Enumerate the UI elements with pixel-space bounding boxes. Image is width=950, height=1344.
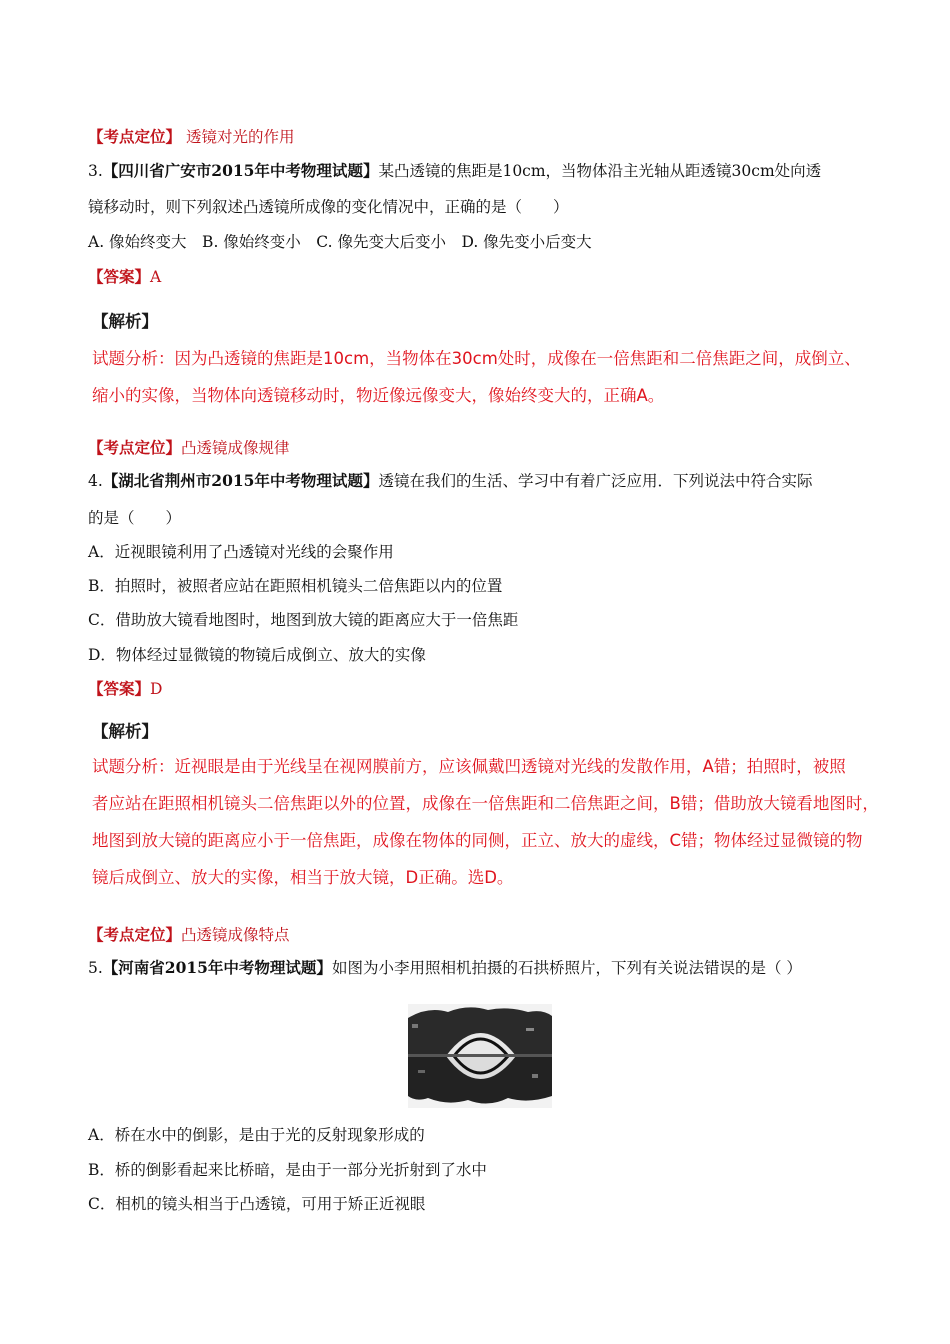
knowledge-point-text: 透镜对光的作用: [185, 128, 295, 146]
analysis-line: 试题分析：因为凸透镜的焦距是10cm，当物体在30cm处时，成像在一倍焦距和二倍焦距之间，成倒立、: [92, 349, 861, 368]
question-stem: 如图为小李用照相机拍摄的石拱桥照片，下列有关说法错误的是（ ）: [331, 959, 802, 977]
analysis-line: 镜后成倒立、放大的实像，相当于放大镜，D正确。选D。: [92, 868, 514, 887]
answer-value: A: [150, 268, 162, 286]
q3-knowledge-point: [88, 437, 290, 459]
question-number: 3.: [88, 162, 103, 180]
question-stem: 透镜在我们的生活、学习中有着广泛应用．下列说法中符合实际: [378, 472, 813, 490]
analysis-line: 者应站在距照相机镜头二倍焦距以外的位置，成像在一倍焦距和二倍焦距之间，B错；借助放大镜看地图时，: [92, 794, 879, 813]
knowledge-point-label: 【考点定位】: [88, 438, 182, 457]
q5-option-a: A．桥在水中的倒影，是由于光的反射现象形成的: [88, 1126, 425, 1144]
q4-option-c: C．借助放大镜看地图时，地图到放大镜的距离应大于一倍焦距: [88, 611, 519, 629]
q5-option-c: C．相机的镜头相当于凸透镜，可用于矫正近视眼: [88, 1195, 426, 1213]
q4-knowledge-point: [88, 924, 290, 946]
knowledge-point-text: 凸透镜成像特点: [181, 926, 290, 944]
analysis-line: 试题分析：近视眼是由于光线呈在视网膜前方，应该佩戴凹透镜对光线的发散作用，A错；拍照时，被照: [92, 757, 846, 776]
prev-knowledge-point: [88, 126, 294, 148]
question-source: 【四川省广安市2015年中考物理试题】: [102, 161, 379, 180]
q3-analysis: [92, 340, 882, 414]
q4-stem-line2: 的是（ ）: [88, 509, 182, 527]
analysis-line: 地图到放大镜的距离应小于一倍焦距，成像在物体的同侧，正立、放大的虚线，C错；物体经过显微镜的物: [92, 831, 863, 850]
q3-options: A. 像始终变大 B. 像始终变小 C. 像先变大后变小 D. 像先变小后变大: [88, 233, 592, 251]
answer-value: D: [150, 680, 163, 698]
q4-option-a: A．近视眼镜利用了凸透镜对光线的会聚作用: [88, 543, 394, 561]
answer-label: 【答案】: [88, 267, 151, 286]
question-number: 5.: [88, 959, 103, 977]
q4-option-d: D．物体经过显微镜的物镜后成倒立、放大的实像: [88, 646, 426, 664]
q3-answer: [88, 266, 161, 288]
q4-answer: [88, 678, 162, 700]
q3-analysis-label: 【解析】: [92, 312, 158, 331]
question-source: 【湖北省荆州市2015年中考物理试题】: [102, 471, 379, 490]
question-source: 【河南省2015年中考物理试题】: [102, 958, 332, 977]
q3-stem-line2: 镜移动时，则下列叙述凸透镜所成像的变化情况中，正确的是（ ）: [88, 198, 569, 216]
answer-label: 【答案】: [88, 679, 151, 698]
question-stem: 某凸透镜的焦距是10cm，当物体沿主光轴从距透镜30cm处向透: [378, 162, 822, 180]
stone-arch-bridge-photo: [408, 1004, 552, 1108]
q4-stem-line1: [88, 470, 812, 492]
q5-stem-line1: [88, 957, 802, 979]
q3-stem-line1: [88, 160, 821, 182]
q4-analysis: [92, 748, 882, 896]
question-number: 4.: [88, 472, 103, 490]
q5-option-b: B．桥的倒影看起来比桥暗，是由于一部分光折射到了水中: [88, 1161, 487, 1179]
knowledge-point-label: 【考点定位】: [88, 127, 182, 146]
knowledge-point-label: 【考点定位】: [88, 925, 182, 944]
q4-option-b: B．拍照时，被照者应站在距照相机镜头二倍焦距以内的位置: [88, 577, 503, 595]
knowledge-point-text: 凸透镜成像规律: [181, 439, 290, 457]
analysis-line: 缩小的实像，当物体向透镜移动时，物近像远像变大，像始终变大的，正确A。: [92, 386, 665, 405]
q4-analysis-label: 【解析】: [92, 722, 158, 741]
